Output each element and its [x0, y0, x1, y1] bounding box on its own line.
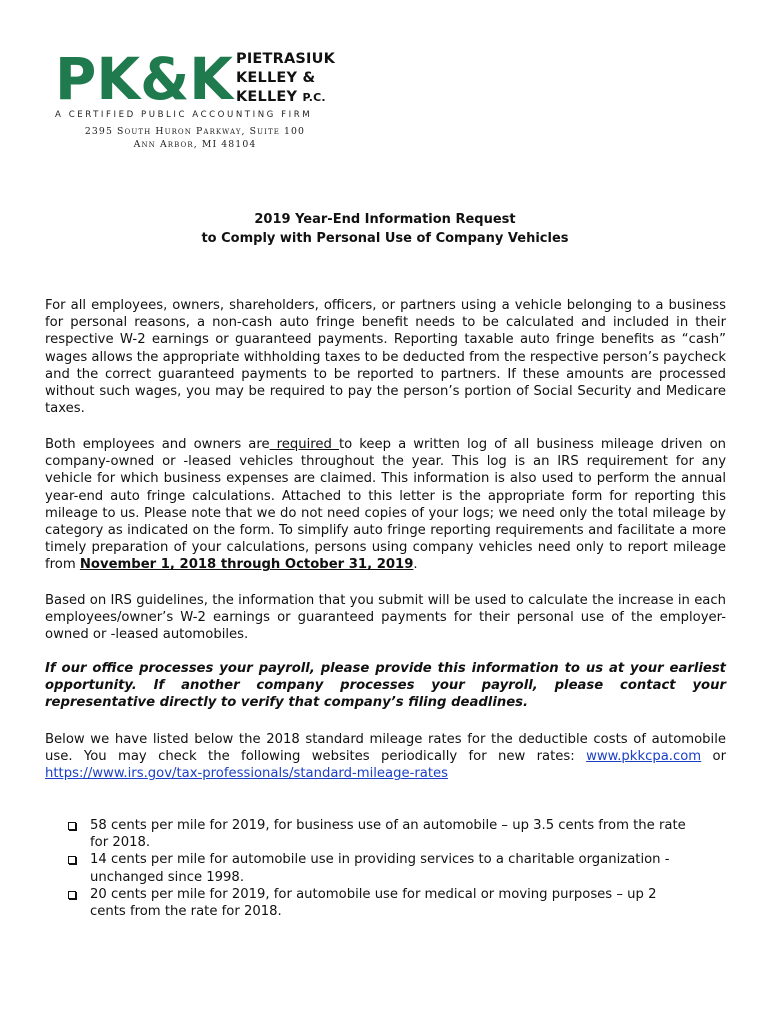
- p5-text: Below we have listed below the 2018 standard mileage rates for the deductible costs of automobile use. You may check the following websites periodically for new rates:: [45, 732, 726, 765]
- paragraph-mileage-rates: [45, 731, 726, 783]
- p5-or: or: [701, 749, 726, 765]
- bullet-text: 20 cents per mile for 2019, for automobile use for medical or moving purposes – up 2 cents from the rate for 2018.: [90, 886, 657, 920]
- list-item: [66, 851, 686, 885]
- letterhead: [55, 50, 355, 160]
- paragraph-intro: For all employees, owners, shareholders, officers, or partners using a vehicle belonging to a business for personal reasons, a non-cash auto fringe benefit needs to be calculated and included in their respective W-2 earnings or guaranteed payments. Reporting taxable auto fringe benefits as “cash” wages allows the appropriate withholding taxes to be deducted from the respective person’s paycheck and the correct guaranteed payments to be reported to partners. If these amounts are processed without such wages, you may be required to pay the person’s portion of Social Security and Medicare taxes.: [45, 298, 726, 417]
- firm-suffix: P.C.: [302, 91, 326, 104]
- firm-logo: [55, 50, 235, 106]
- list-item: [66, 817, 686, 851]
- title-line2: to Comply with Personal Use of Company Vehicles: [201, 231, 569, 246]
- firm-name: [236, 50, 335, 107]
- paragraph-irs-guidelines: Based on IRS guidelines, the information that you submit will be used to calculate the increase in each employees/owner’s W-2 earnings or guaranteed payments for their personal use of the employer-owned or -leased automobiles.: [45, 593, 726, 643]
- pkkcpa-link[interactable]: www.pkkcpa.com: [586, 749, 702, 765]
- irs-mileage-rates-link[interactable]: https://www.irs.gov/tax-professionals/standard-mileage-rates: [45, 766, 448, 782]
- address-line2: Ann Arbor, MI 48104: [133, 139, 257, 150]
- mileage-rate-list: [66, 817, 686, 920]
- logo-text: PK&K: [55, 50, 235, 106]
- list-item: [66, 886, 686, 920]
- firm-name-kelley: KELLEY: [236, 89, 298, 105]
- checkbox-bullet-icon: [68, 822, 76, 830]
- firm-address: [55, 125, 335, 151]
- firm-name-line1: PIETRASIUK: [236, 51, 336, 67]
- required-emphasis: required: [269, 437, 339, 452]
- paragraph-mileage-log: [45, 436, 726, 574]
- address-line1: 2395 South Huron Parkway, Suite 100: [84, 126, 306, 137]
- bullet-text: 58 cents per mile for 2019, for business use of an automobile – up 3.5 cents from the rate for 2018.: [90, 818, 686, 851]
- bullet-text: 14 cents per mile for automobile use in providing services to a charitable organization - unchanged since 1998.: [90, 852, 670, 885]
- reporting-period: November 1, 2018 through October 31, 2019: [79, 557, 414, 573]
- p2-text-middle: to keep a written log of all business mileage driven on company-owned or -leased vehicles throughout the year. This log is an IRS requirement for any vehicle for which business expenses are claimed. This information is also used to perform the annual year-end auto fringe calculations. Attached to this letter is the appropriate form for reporting this mileage to us. Please note that we do not need copies of your logs; we need only the total mileage by category as indicated on the form. To simplify auto fringe reporting requirements and facilitate a more timely preparation of your calculations, persons using company vehicles need only to report mileage from: [45, 437, 727, 573]
- title-line1: 2019 Year-End Information Request: [254, 212, 516, 227]
- checkbox-bullet-icon: [68, 856, 76, 864]
- document-title: [45, 210, 725, 248]
- firm-name-line3: [236, 88, 335, 107]
- p2-text-end: .: [413, 557, 418, 573]
- firm-name-line2: KELLEY &: [236, 70, 316, 86]
- p2-text-start: Both employees and owners are: [45, 437, 270, 452]
- firm-tagline: A CERTIFIED PUBLIC ACCOUNTING FIRM: [55, 110, 313, 120]
- checkbox-bullet-icon: [68, 891, 76, 899]
- paragraph-payroll-notice: If our office processes your payroll, please provide this information to us at your earliest opportunity. If another company processes your payroll, please contact your representative directly to verify that company’s filing deadlines.: [45, 661, 726, 711]
